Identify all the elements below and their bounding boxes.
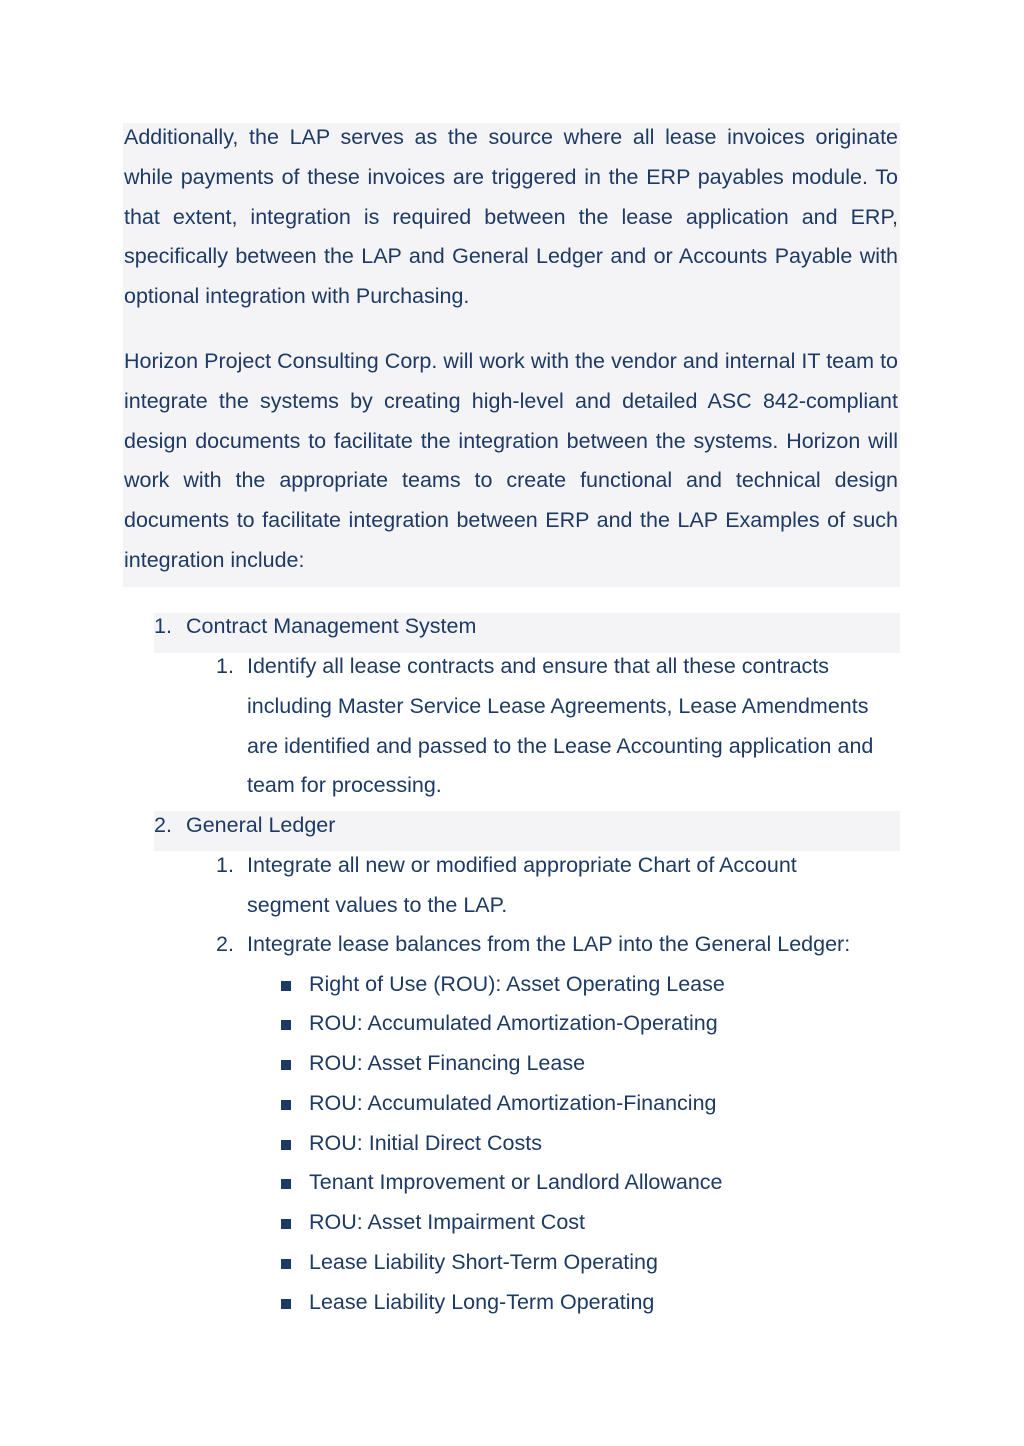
sub-item-number: 1.: [216, 853, 234, 877]
bullet-text: ROU: Accumulated Amortization-Financing: [309, 1091, 717, 1115]
sub-item-text: Integrate all new or modified appropriate Chart of Account segment values to the LAP.: [247, 853, 797, 917]
bullet-text: ROU: Asset Financing Lease: [309, 1051, 586, 1075]
list-item-label: General Ledger: [186, 813, 336, 837]
sub-item-number: 2.: [216, 932, 234, 956]
square-bullet-icon: [281, 1299, 291, 1309]
list-number: 1.: [154, 614, 172, 638]
square-bullet-icon: [281, 1219, 291, 1229]
square-bullet-icon: [281, 981, 291, 991]
square-bullet-icon: [281, 1140, 291, 1150]
square-bullet-icon: [281, 1100, 291, 1110]
square-bullet-icon: [281, 1060, 291, 1070]
bullet-text: Tenant Improvement or Landlord Allowance: [309, 1170, 723, 1194]
sub-item-number: 1.: [216, 654, 234, 678]
list-item-label: Contract Management System: [186, 614, 477, 638]
bullet-text: Lease Liability Long-Term Operating: [309, 1290, 655, 1314]
square-bullet-icon: [281, 1259, 291, 1269]
list-number: 2.: [154, 813, 172, 837]
bullet-text: ROU: Accumulated Amortization-Operating: [309, 1011, 718, 1035]
bullet-text: Lease Liability Short-Term Operating: [309, 1250, 658, 1274]
bullet-text: Right of Use (ROU): Asset Operating Lease: [309, 972, 725, 996]
sub-item-text: Identify all lease contracts and ensure that all these contracts including Master Service Lease Agreements, Lease Amendments are identified and passed to the Lease Accounting application and team for processing.: [247, 654, 874, 798]
sub-item-text: Integrate lease balances from the LAP into the General Ledger:: [247, 932, 851, 956]
square-bullet-icon: [281, 1179, 291, 1189]
bullet-text: ROU: Initial Direct Costs: [309, 1131, 542, 1155]
bullet-text: ROU: Asset Impairment Cost: [309, 1210, 585, 1234]
paragraph-lap-invoices: Additionally, the LAP serves as the source where all lease invoices originate while payments of these invoices are triggered in the ERP payables module. To that extent, integration is required between the lease application and ERP, specifically between the LAP and General Ledger and or Accounts Payable with optional integration with Purchasing.: [124, 125, 898, 309]
square-bullet-icon: [281, 1020, 291, 1030]
paragraph-horizon-integration: Horizon Project Consulting Corp. will work with the vendor and internal IT team to integrate the systems by creating high-level and detailed ASC 842-compliant design documents to facilitate the integration between the systems. Horizon will work with the appropriate teams to create functional and technical design documents to facilitate integration between ERP and the LAP Examples of such integration include:: [124, 349, 898, 572]
